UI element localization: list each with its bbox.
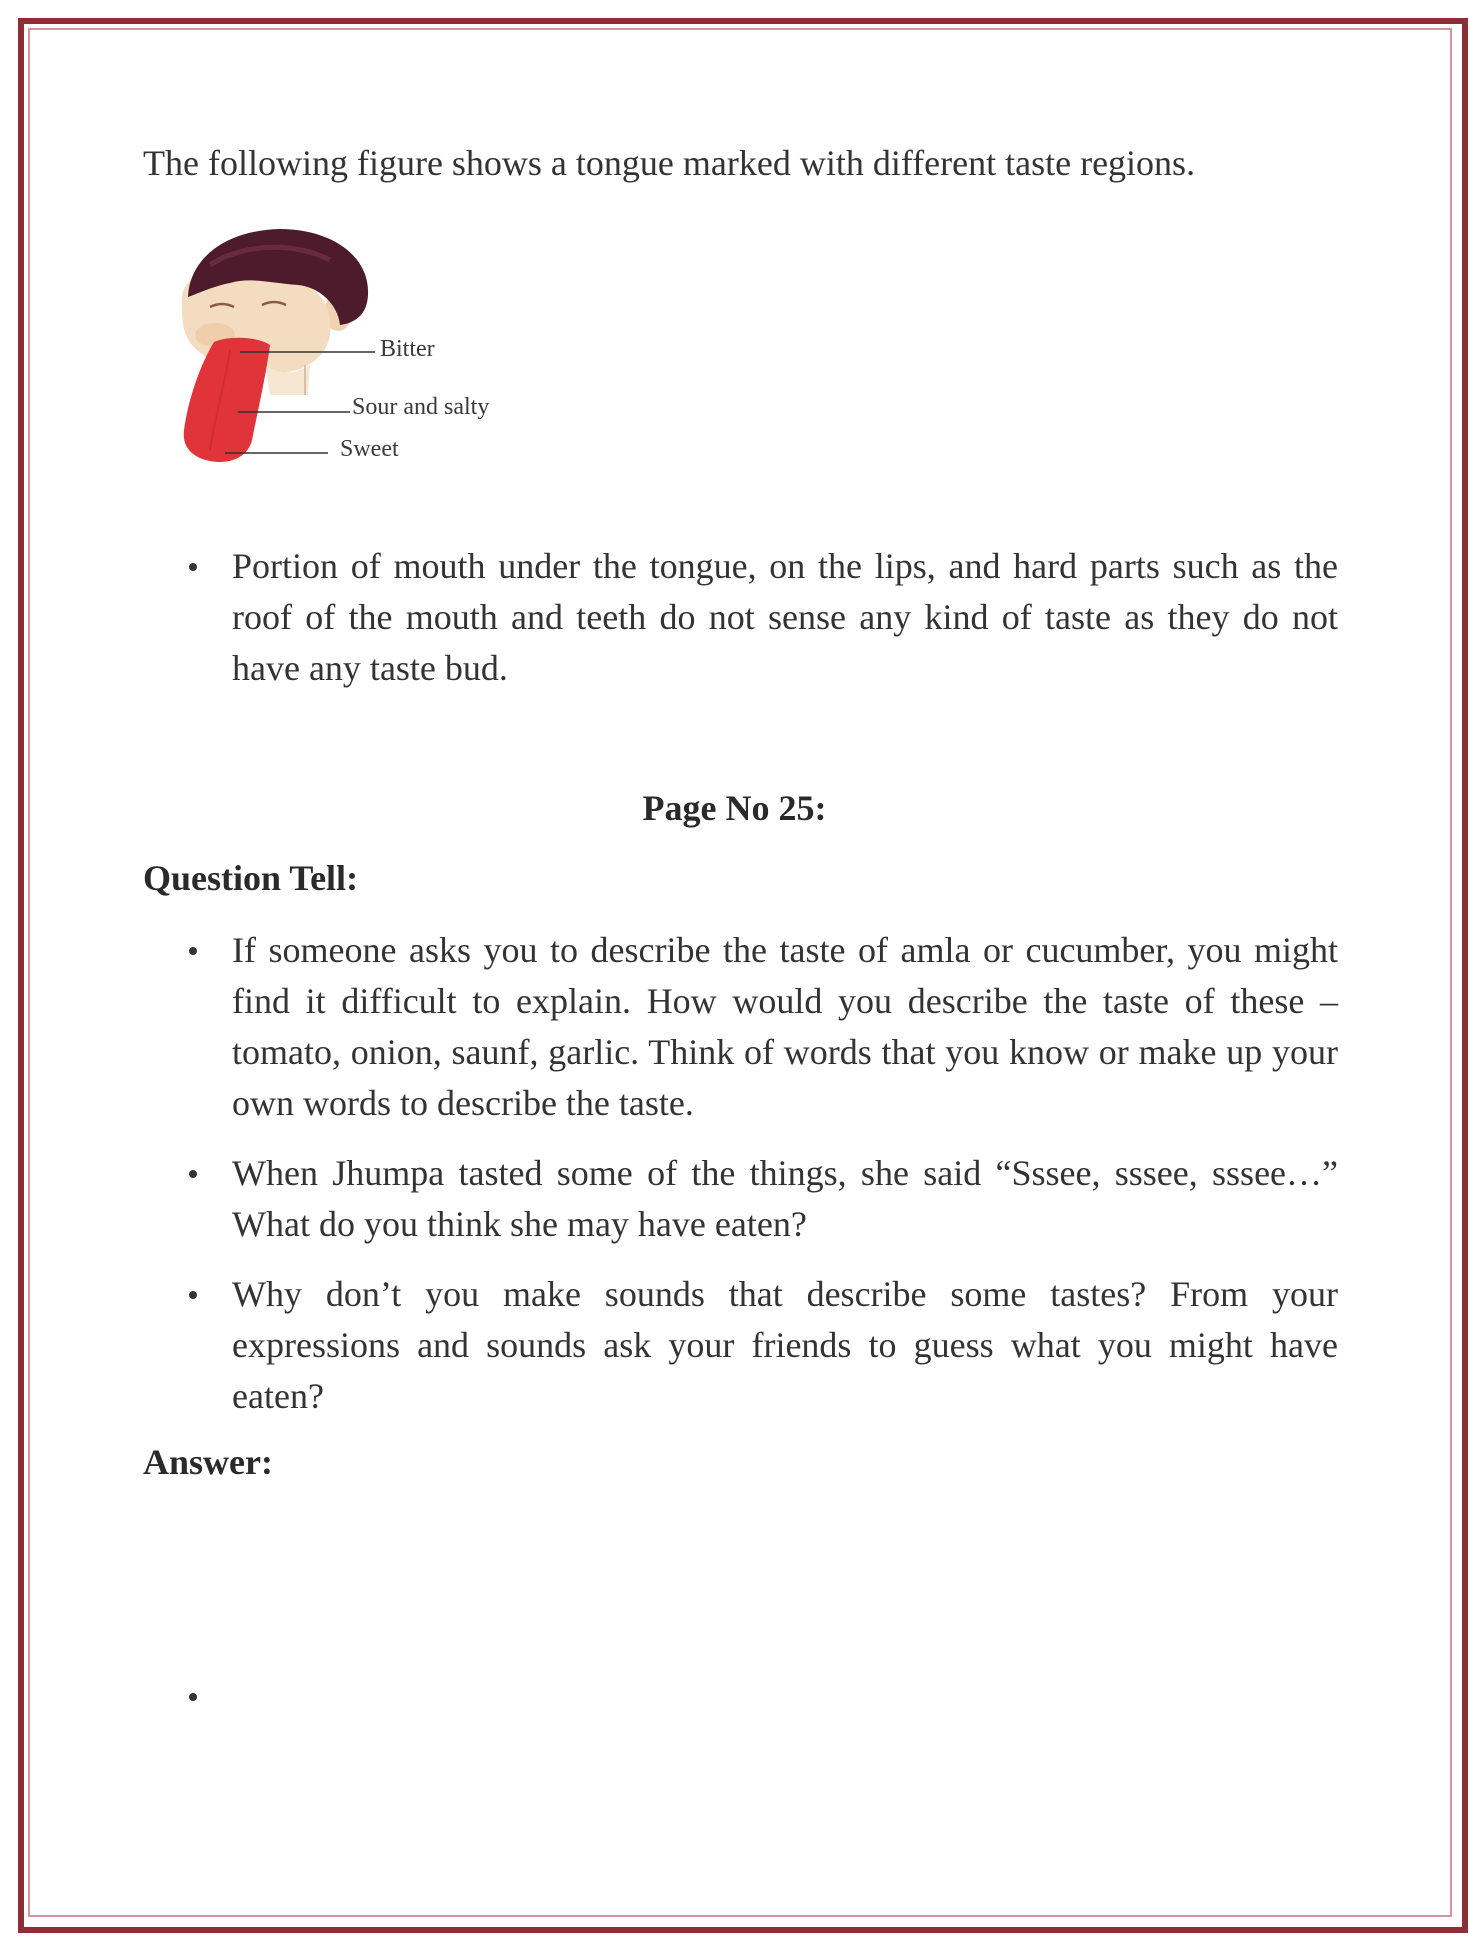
answer-heading: Answer: — [143, 1442, 273, 1482]
page-number-heading: Page No 25: — [642, 788, 827, 828]
bullet-icon — [189, 563, 197, 571]
label-sweet: Sweet — [340, 436, 399, 462]
question-item — [176, 925, 1338, 1129]
question-text: Why don’t you make sounds that describe some tastes? From your expressions and sounds ask your friends to guess what you might have eaten? — [232, 1274, 1338, 1416]
note-item — [176, 541, 1338, 694]
question-text: When Jhumpa tasted some of the things, she said “Sssee, sssee, sssee…” What do you think she may have eaten? — [232, 1153, 1338, 1244]
bullet-icon — [189, 1291, 197, 1299]
empty-answer-bullet-icon — [189, 1693, 197, 1701]
notes-list — [176, 541, 1338, 694]
question-item — [176, 1148, 1338, 1250]
questions-list — [176, 925, 1338, 1441]
note-text: Portion of mouth under the tongue, on the lips, and hard parts such as the roof of the mouth and teeth do not sense any kind of taste as they do not have any taste bud. — [232, 546, 1338, 688]
label-bitter: Bitter — [380, 336, 435, 362]
intro-text: The following figure shows a tongue marked with different taste regions. — [143, 143, 1196, 183]
question-text: If someone asks you to describe the taste of amla or cucumber, you might find it difficult to explain. How would you describe the taste of these – tomato, onion, saunf, garlic. Think of words that you know or make up your own words to describe the taste. — [232, 930, 1338, 1123]
label-sour-and-salty: Sour and salty — [352, 394, 490, 420]
bullet-icon — [189, 947, 197, 955]
question-item — [176, 1269, 1338, 1422]
bullet-icon — [189, 1170, 197, 1178]
tongue-figure — [170, 225, 540, 470]
tongue-illustration-icon — [170, 225, 540, 470]
question-heading: Question Tell: — [143, 858, 359, 898]
